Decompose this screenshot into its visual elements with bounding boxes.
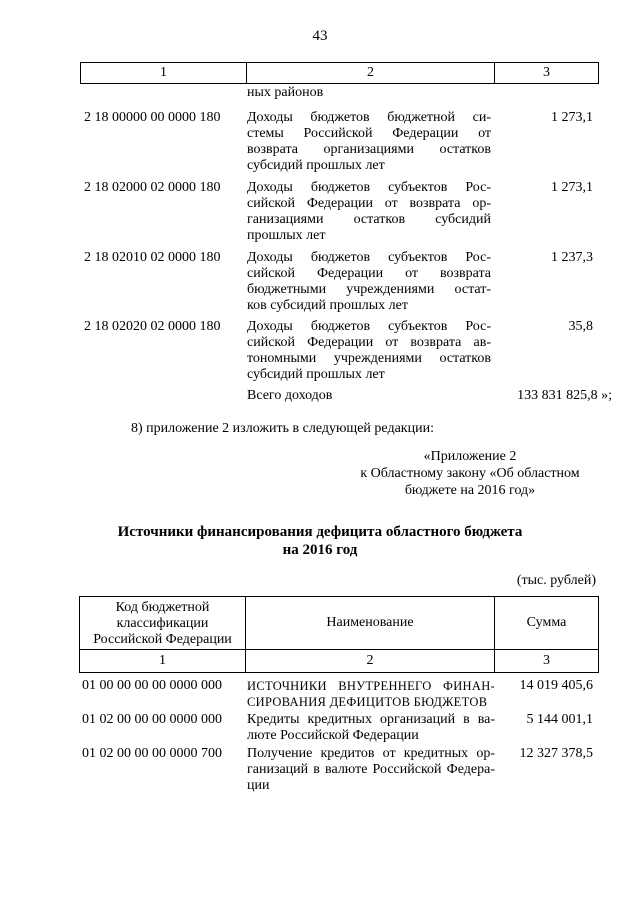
- total-label: Всего доходов: [247, 388, 333, 403]
- annex-line: бюджете на 2016 год»: [404, 483, 536, 498]
- amendment-paragraph: 8) приложение 2 изложить в следующей редакции:: [131, 421, 434, 436]
- header-name: Наименование: [326, 615, 414, 630]
- row-amount: 14 019 405,6: [519, 678, 593, 693]
- row-amount: 5 144 001,1: [526, 712, 593, 727]
- annex-line: «Приложение 2: [423, 449, 517, 464]
- row-amount: 35,8: [568, 319, 593, 334]
- total-amount: 133 831 825,8 »;: [517, 388, 612, 403]
- annex-line: к Областному закону «Об областном: [360, 466, 580, 481]
- row-name: Получение кредитов от кредитных ор- ганизаций в валюте Российской Федера- ции: [247, 746, 495, 793]
- row-code: 01 02 00 00 00 0000 000: [82, 712, 222, 727]
- row-name: ИСТОЧНИКИ ВНУТРЕННЕГО ФИНАН- СИРОВАНИЯ ДЕФИЦИТОВ БЮДЖЕТОВ: [247, 679, 495, 709]
- row-name: Доходы бюджетов бюджетной си- стемы Российской Федерации от возврата организациями остатков субсидий прошлых лет: [247, 110, 491, 173]
- header-amount: Сумма: [526, 615, 567, 630]
- row-code: 01 00 00 00 00 0000 000: [82, 678, 222, 693]
- row-amount: 1 237,3: [551, 250, 593, 265]
- table1-header-col3: 3: [543, 65, 550, 80]
- table1-continuation-text: ных районов: [247, 85, 324, 100]
- row-code: 01 02 00 00 00 0000 700: [82, 746, 222, 761]
- title-line: Источники финансирования дефицита областного бюджета: [117, 524, 523, 540]
- unit-label: (тыс. рублей): [516, 573, 596, 588]
- row-name: Доходы бюджетов субъектов Рос- сийской Федерации от возврата бюджетными учреждениями остат- ков субсидий прошлых лет: [247, 250, 491, 313]
- table1-header-col1: 1: [160, 65, 167, 80]
- section-title: [0, 523, 640, 559]
- header-number-1: 1: [159, 653, 166, 668]
- row-name: Доходы бюджетов субъектов Рос- сийской Федерации от возврата ав- тономными учреждениями остатков субсидий прошлых лет: [247, 319, 491, 382]
- row-code: 2 18 02010 02 0000 180: [84, 250, 221, 265]
- row-name: Кредиты кредитных организаций в ва- люте Российской Федерации: [247, 712, 495, 743]
- header-number-2: 2: [366, 653, 374, 668]
- page-number: 43: [312, 28, 328, 44]
- row-amount: 1 273,1: [551, 110, 593, 125]
- header-code: Код бюджетной классификации Российской Федерации: [93, 600, 232, 647]
- table1-header-col2: 2: [367, 65, 374, 80]
- row-amount: 1 273,1: [551, 180, 593, 195]
- row-code: 2 18 00000 00 0000 180: [84, 110, 221, 125]
- row-code: 2 18 02000 02 0000 180: [84, 180, 221, 195]
- annex-reference: [345, 448, 595, 499]
- table2-header: [79, 596, 599, 673]
- title-line: на 2016 год: [282, 542, 358, 558]
- table1-header: [80, 62, 599, 84]
- row-code: 2 18 02020 02 0000 180: [84, 319, 221, 334]
- row-amount: 12 327 378,5: [519, 746, 593, 761]
- row-name: Доходы бюджетов субъектов Рос- сийской Федерации от возврата ор- ганизациями остатков субсидий прошлых лет: [247, 180, 491, 243]
- header-number-3: 3: [543, 653, 550, 668]
